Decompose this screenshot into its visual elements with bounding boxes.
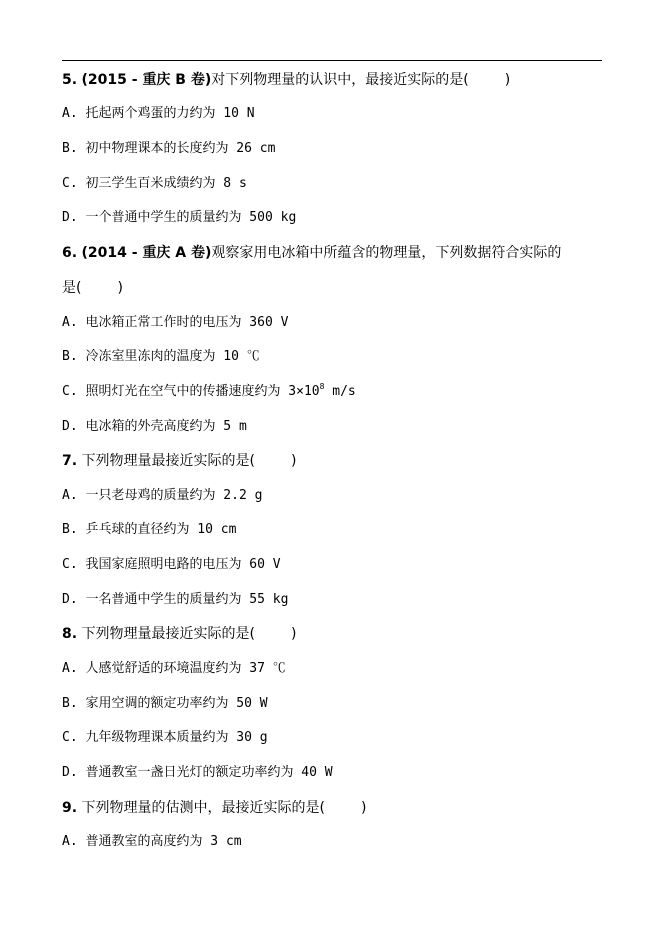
option-a: A. 电冰箱正常工作时的电压为 360 V — [62, 315, 289, 330]
option-c-text: C. 照明灯光在空气中的传播速度约为 3×10 — [62, 384, 320, 399]
question-number: 8. — [62, 626, 78, 642]
answer-paren-close: ) — [290, 453, 297, 469]
top-rule — [62, 60, 602, 61]
option-b: B. 乒乓球的直径约为 10 cm — [62, 522, 237, 537]
option-c: C. 我国家庭照明电路的电压为 60 V — [62, 557, 281, 572]
answer-paren-close: ) — [360, 800, 367, 816]
option-a: A. 普通教室的高度约为 3 cm — [62, 834, 242, 849]
answer-paren-close: ) — [117, 280, 123, 296]
question-6-continued — [62, 278, 123, 298]
option-d: D. 电冰箱的外壳高度约为 5 m — [62, 419, 247, 434]
option-d: D. 普通教室一盏日光灯的额定功率约为 40 W — [62, 765, 333, 780]
question-number: 7. — [62, 453, 78, 469]
question-text-continued: 是( — [62, 280, 82, 296]
option-d: D. 一名普通中学生的质量约为 55 kg — [62, 592, 289, 607]
question-6 — [62, 243, 561, 263]
exponent: 8 — [319, 382, 325, 391]
question-source: (2015 - 重庆 B 卷) — [81, 72, 212, 88]
question-number: 5. — [62, 72, 78, 88]
question-text: 下列物理量的估测中，最接近实际的是( — [81, 800, 325, 816]
question-8 — [62, 624, 296, 644]
option-a: A. 人感觉舒适的环境温度约为 37 ℃ — [62, 661, 286, 676]
question-5 — [62, 70, 510, 90]
option-c — [62, 382, 356, 402]
question-number: 9. — [62, 800, 78, 816]
option-c: C. 九年级物理课本质量约为 30 g — [62, 730, 268, 745]
option-b: B. 家用空调的额定功率约为 50 W — [62, 696, 268, 711]
option-b: B. 冷冻室里冻肉的温度为 10 ℃ — [62, 349, 260, 364]
question-text: 对下列物理量的认识中，最接近实际的是( — [211, 72, 469, 88]
question-text: 下列物理量最接近实际的是( — [81, 453, 255, 469]
question-7 — [62, 451, 296, 471]
option-c-unit: m/s — [324, 384, 356, 399]
answer-paren-close: ) — [504, 72, 511, 88]
question-9 — [62, 798, 366, 818]
option-c: C. 初三学生百米成绩约为 8 s — [62, 176, 247, 191]
option-d: D. 一个普通中学生的质量约为 500 kg — [62, 210, 297, 225]
question-text: 观察家用电冰箱中所蕴含的物理量，下列数据符合实际的 — [211, 245, 562, 261]
option-b: B. 初中物理课本的长度约为 26 cm — [62, 141, 276, 156]
question-number: 6. — [62, 245, 78, 261]
option-a: A. 托起两个鸡蛋的力约为 10 N — [62, 106, 255, 121]
question-text: 下列物理量最接近实际的是( — [81, 626, 255, 642]
option-a: A. 一只老母鸡的质量约为 2.2 g — [62, 488, 263, 503]
question-source: (2014 - 重庆 A 卷) — [81, 245, 212, 261]
answer-paren-close: ) — [290, 626, 297, 642]
